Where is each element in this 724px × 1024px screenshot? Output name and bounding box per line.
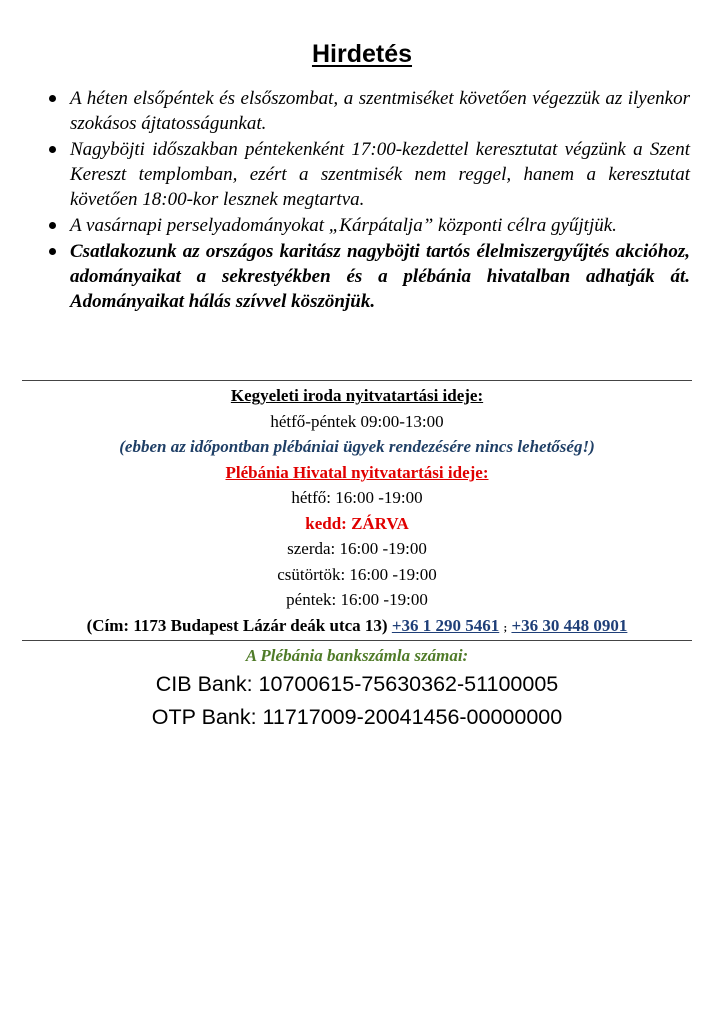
bullet-icon bbox=[49, 146, 56, 153]
list-item-text: A héten elsőpéntek és elsőszombat, a szentmiséket követően végezzük az ilyenkor szokásos ájtatosságunkat. bbox=[70, 88, 690, 134]
list-item bbox=[48, 137, 690, 212]
divider bbox=[22, 380, 692, 381]
office-note: (ebben az időpontban plébániai ügyek rendezésére nincs lehetőség!) bbox=[119, 437, 595, 456]
announcement-list bbox=[48, 86, 690, 315]
parish-day-friday: péntek: 16:00 -19:00 bbox=[286, 590, 428, 609]
list-item bbox=[48, 239, 690, 314]
phone-link-1[interactable]: +36 1 290 5461 bbox=[391, 615, 500, 635]
bank-heading-wrap bbox=[22, 643, 692, 669]
bank-heading: A Plébánia bankszámla számai: bbox=[245, 646, 469, 665]
divider bbox=[22, 640, 692, 641]
parish-day-wednesday: szerda: 16:00 -19:00 bbox=[287, 539, 427, 558]
bullet-icon bbox=[49, 222, 56, 229]
list-item-text: Nagyböjti időszakban péntekenként 17:00-kezdettel keresztutat végzünk a Szent Kereszt templomban, ezért a szentmisék nem reggel, hanem a keresztutat követően 18:00-kor lesznek megtartva. bbox=[70, 139, 690, 210]
parish-day-tuesday: kedd: ZÁRVA bbox=[305, 513, 409, 533]
list-item-text: Csatlakozunk az országos karitász nagyböjti tartós élelmiszergyűjtés akcióhoz, adományaikat a sekrestyékben és a plébánia hivatalban adhatják át. Adományaikat hálás szívvel köszönjük. bbox=[70, 241, 690, 312]
page-title: Hirdetés bbox=[311, 40, 413, 68]
address-line bbox=[22, 613, 692, 639]
bank-account-cib: CIB Bank: 10700615-75630362-51100005 bbox=[155, 672, 559, 696]
parish-day-monday: hétfő: 16:00 -19:00 bbox=[291, 488, 423, 507]
parish-heading: Plébánia Hivatal nyitvatartási ideje: bbox=[225, 462, 489, 482]
parish-day-thursday: csütörtök: 16:00 -19:00 bbox=[277, 564, 437, 584]
phone-link-2[interactable]: +36 30 448 0901 bbox=[511, 615, 628, 635]
office-heading: Kegyeleti iroda nyitvatartási ideje: bbox=[230, 386, 484, 405]
address-text: (Cím: 1173 Budapest Lázár deák utca 13) bbox=[86, 615, 388, 635]
office-hours: hétfő-péntek 09:00-13:00 bbox=[270, 411, 444, 431]
bullet-icon bbox=[49, 248, 56, 255]
opening-hours-section bbox=[22, 383, 692, 638]
list-item bbox=[48, 86, 690, 136]
bullet-icon bbox=[49, 95, 56, 102]
phone-separator: ; bbox=[503, 621, 508, 634]
list-item bbox=[48, 213, 690, 238]
list-item-text: A vasárnapi perselyadományokat „Kárpátalja” központi célra gyűjtjük. bbox=[70, 215, 617, 236]
bank-account-otp: OTP Bank: 11717009-20041456-00000000 bbox=[151, 705, 563, 729]
